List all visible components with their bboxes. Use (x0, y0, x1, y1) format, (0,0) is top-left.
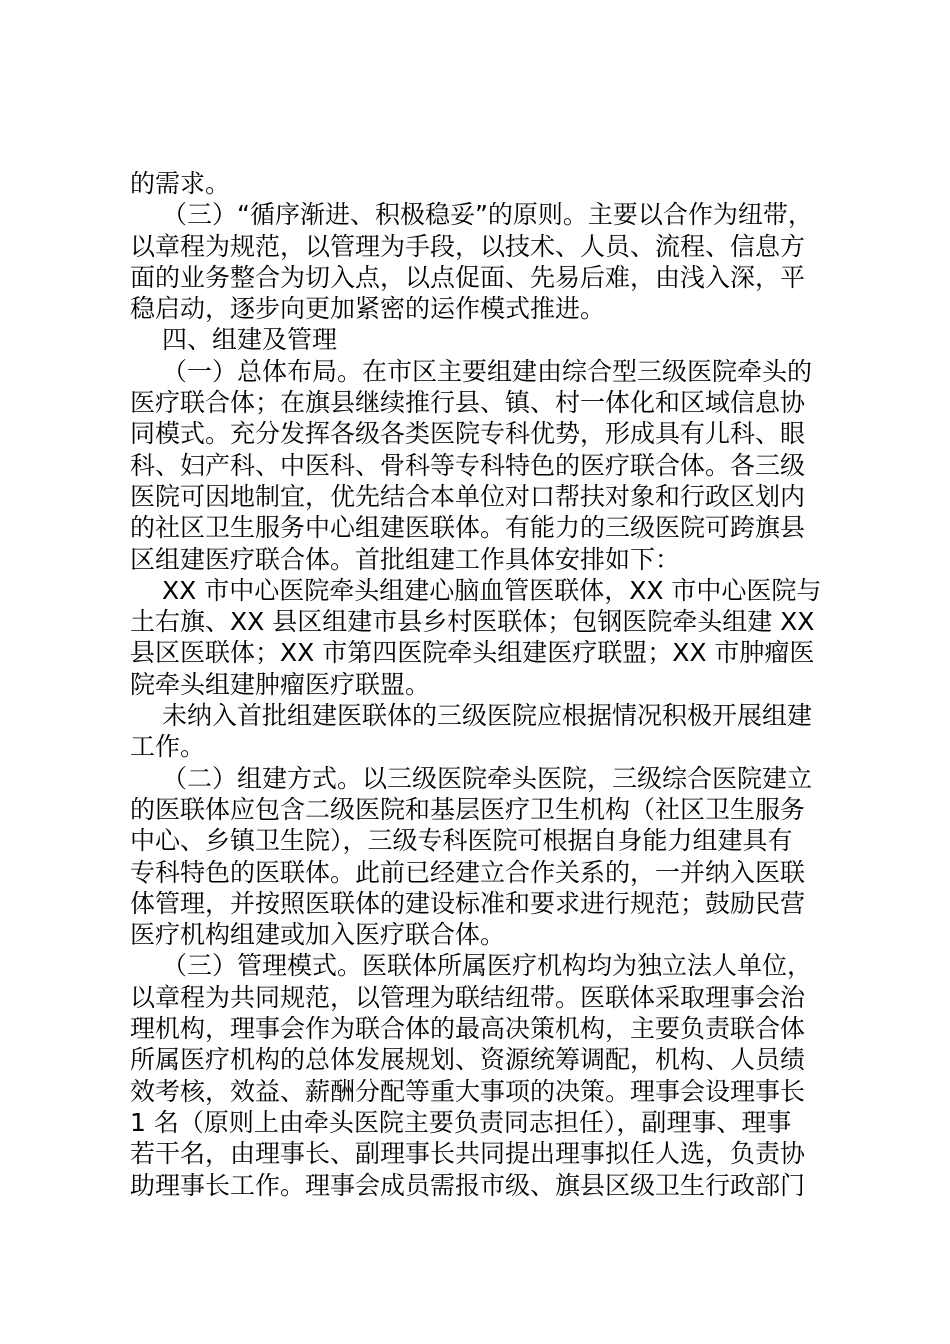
text-line: 医疗机构组建或加入医疗联合体。 (130, 920, 506, 950)
text-line: 以章程为规范，以管理为手段，以技术、人员、流程、信息方 (130, 231, 806, 261)
text-line: 理机构，理事会作为联合体的最高决策机构，主要负责联合体 (130, 1014, 806, 1044)
text-line: 专科特色的医联体。此前已经建立合作关系的，一并纳入医联 (130, 857, 806, 887)
text-line: （三）管理模式。医联体所属医疗机构均为独立法人单位， (162, 951, 813, 981)
text-line: 稳启动，逐步向更加紧密的运作模式推进。 (130, 294, 606, 324)
text-line: （三）“循序渐进、积极稳妥”的原则。主要以合作为纽带， (162, 200, 813, 230)
text-line: 所属医疗机构的总体发展规划、资源统筹调配，机构、人员绩 (130, 1045, 806, 1075)
text-line: 科、妇产科、中医科、骨科等专科特色的医疗联合体。各三级 (130, 450, 806, 480)
document-body (130, 168, 830, 1201)
text-line: XX 市中心医院牵头组建心脑血管医联体，XX 市中心医院与 (162, 575, 822, 605)
text-line: 效考核，效益、薪酬分配等重大事项的决策。理事会设理事长 (130, 1076, 806, 1106)
text-line: （一）总体布局。在市区主要组建由综合型三级医院牵头的 (162, 356, 813, 386)
text-line: 医院可因地制宜，优先结合本单位对口帮扶对象和行政区划内 (130, 481, 806, 511)
text-line: 工作。 (130, 732, 206, 762)
section-heading: 四、组建及管理 (162, 325, 338, 355)
text-line: 体管理，并按照医联体的建设标准和要求进行规范；鼓励民营 (130, 888, 806, 918)
text-line: 未纳入首批组建医联体的三级医院应根据情况积极开展组建 (162, 701, 813, 731)
text-line: 中心、乡镇卫生院），三级专科医院可根据自身能力组建具有 (130, 826, 793, 856)
text-line: 的医联体应包含二级医院和基层医疗卫生机构（社区卫生服务 (130, 794, 806, 824)
text-line: 面的业务整合为切入点，以点促面、先易后难，由浅入深，平 (130, 262, 806, 292)
text-line: 助理事长工作。理事会成员需报市级、旗县区级卫生行政部门 (130, 1170, 806, 1200)
text-line: 的需求。 (130, 169, 231, 198)
text-line: 医疗联合体；在旗县继续推行县、镇、村一体化和区域信息协 (130, 388, 806, 418)
text-line: 同模式。充分发挥各级各类医院专科优势，形成具有儿科、眼 (130, 419, 806, 449)
text-line: 若干名，由理事长、副理事长共同提出理事拟任人选，负责协 (130, 1139, 806, 1169)
text-line: 以章程为共同规范，以管理为联结纽带。医联体采取理事会治 (130, 982, 806, 1012)
text-line: （二）组建方式。以三级医院牵头医院，三级综合医院建立 (162, 763, 813, 793)
text-line: 的社区卫生服务中心组建医联体。有能力的三级医院可跨旗县 (130, 513, 806, 543)
text-line: 院牵头组建肿瘤医疗联盟。 (130, 669, 431, 699)
text-line: 县区医联体；XX 市第四医院牵头组建医疗联盟；XX 市肿瘤医 (130, 638, 815, 668)
text-line: 区组建医疗联合体。首批组建工作具体安排如下： (130, 544, 681, 574)
text-line: 1 名（原则上由牵头医院主要负责同志担任），副理事、理事 (130, 1107, 792, 1137)
text-line: 土右旗、XX 县区组建市县乡村医联体；包钢医院牵头组建 XX (130, 607, 815, 637)
